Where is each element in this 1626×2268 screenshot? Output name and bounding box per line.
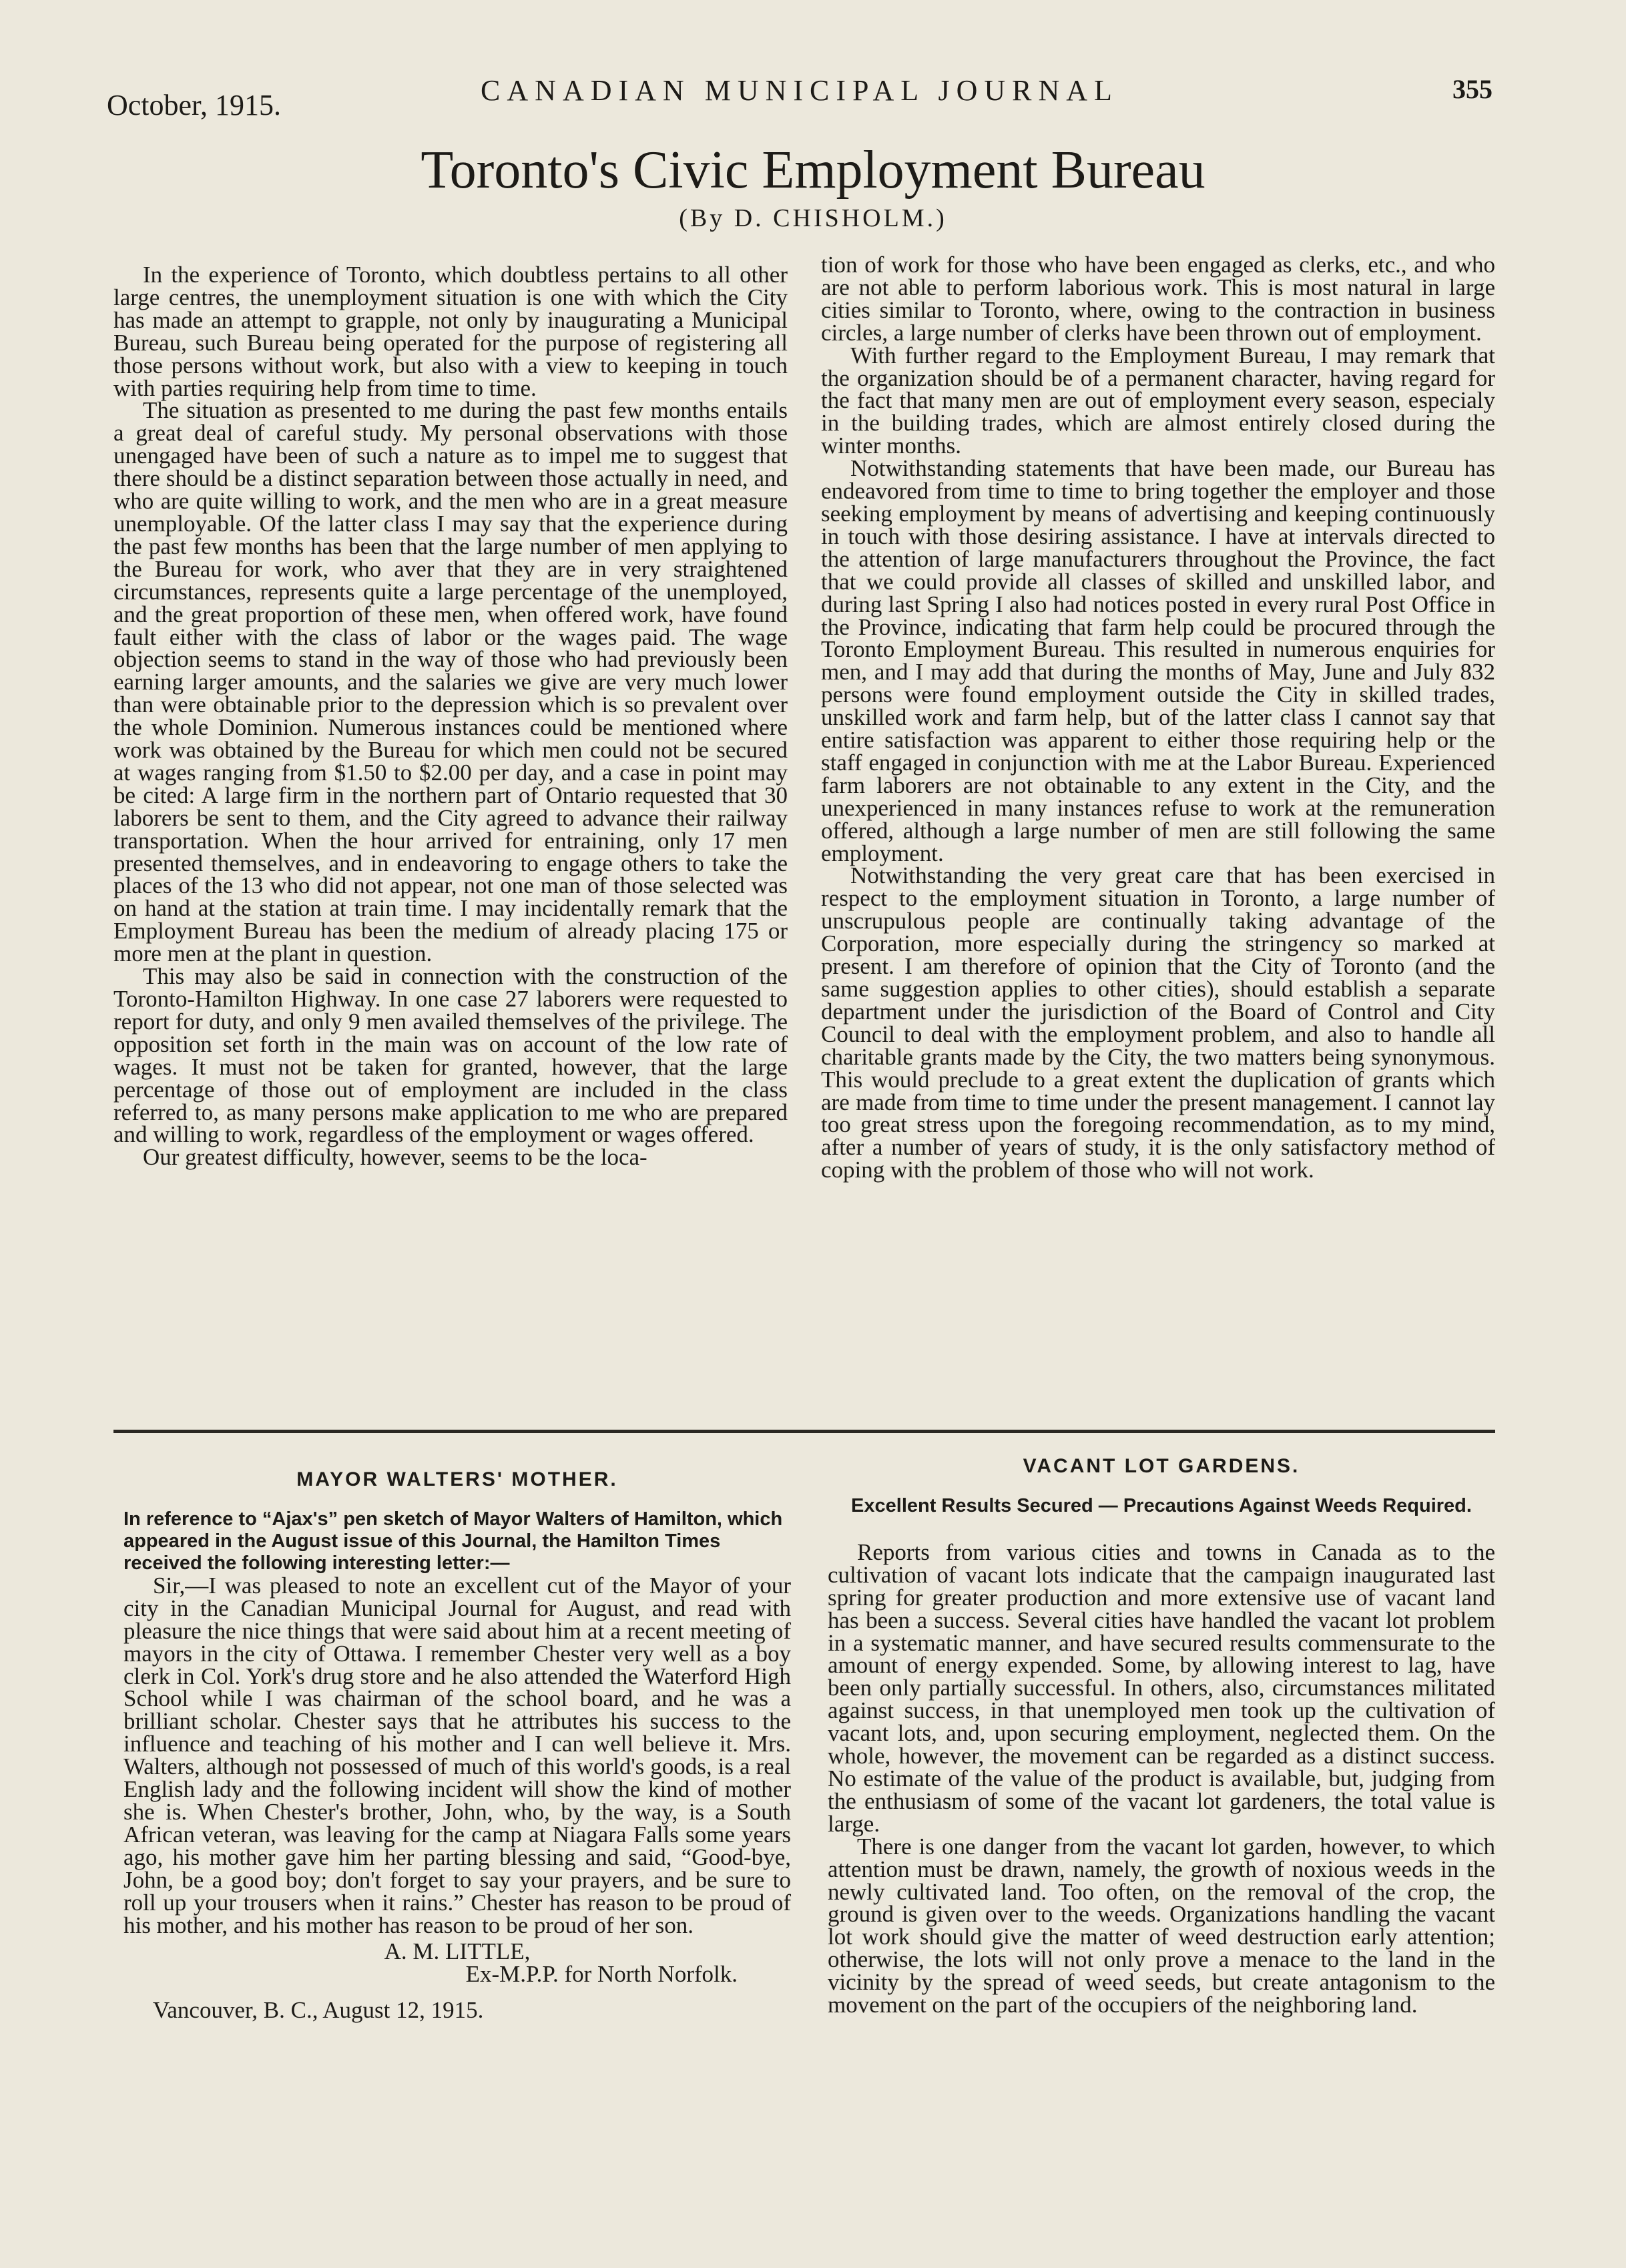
article-paragraph: There is one danger from the vacant lot garden, however, to which attention must be drawn, namely, the growth of noxious weeds in the newly cultivated land. Too often, on the removal of the crop, the ground is given over to the weeds. Organizations handling the vacant lot work should give the matter of weed destruction early attention; otherwise, the lots will not only prove a menace to the land in the vicinity by the spread of weed seeds, but create antagonism to the movement on the part of the occupiers of the neighboring land.: [828, 1833, 1495, 2018]
section-divider: [113, 1430, 1495, 1433]
letter-body: Sir,—I was pleased to note an excellent cut of the Mayor of your city in the Canadian Municipal Journal for August, and read with pleasure the nice things that were said about him at a recent meeting of mayors in the city of Ottawa. I remember Chester very well as a boy clerk in Col. York's drug store and he also attended the Waterford High School while I was chairman of the school board, and he was a brilliant scholar. Chester says that he attributes his success to the influence and teaching of his mother and I can well believe it. Mrs. Walters, although not possessed of much of this world's goods, is a real English lady and the following incident will show the kind of mother she is. When Chester's brother, John, who, by the way, is a South African veteran, was leaving for the camp at Niagara Falls some years ago, his mother gave him her parting blessing and said, “Good-bye, John, be a good boy; don't forget to say your prayers, and be sure to roll up your trousers when it rains.” Chester has reason to be proud of his mother, and his mother has reason to be proud of her son.: [123, 1572, 791, 1938]
section-intro: In reference to “Ajax's” pen sketch of Mayor Walters of Hamilton, which appeared in the August issue of this Journal, the Hamilton Times received the following interesting letter:—: [123, 1508, 783, 1574]
article-paragraph: This may also be said in connection with the construction of the Toronto-Hamilton Highway. In one case 27 laborers were requested to report for duty, and only 9 men availed themselves of the privilege. The opposition set forth in the main was on account of the low rate of wages. It must not be taken for granted, however, that the large percentage of those out of employment are included in the class referred to, as many persons make application to me who are prepared and willing to work, regardless of the employment or wages offered.: [113, 963, 788, 1148]
section-subheading: Excellent Results Secured — Precautions Against Weeds Required.: [851, 1494, 1472, 1516]
vacant-lot-gardens-section: [828, 1455, 1495, 2016]
article-paragraph: Our greatest difficulty, however, seems to be the loca-: [143, 1144, 647, 1171]
signature-name: A. M. LITTLE,: [384, 1938, 531, 1965]
signature-title: Ex-M.P.P. for North Norfolk.: [465, 1961, 738, 1988]
article-column-right: [821, 254, 1495, 1181]
article-column-left: [113, 264, 788, 1169]
journal-name: CANADIAN MUNICIPAL JOURNAL: [481, 74, 1119, 107]
article-paragraph: Notwithstanding statements that have been made, our Bureau has endeavored from time to time to bring together the employer and those seeking employment by means of advertising and keeping continuously in touch with those desiring assistance. I have at intervals directed to the attention of large manufacturers throughout the Province, the fact that we could provide all classes of skilled and unskilled labor, and during last Spring I also had notices posted in every rural Post Office in the Province, indicating that farm help could be procured through the Toronto Employment Bureau. This resulted in numerous enquiries for men, and I may add that during the months of May, June and July 832 persons were found employment outside the City in skilled trades, unskilled work and farm help, but of the latter class I cannot say that entire satisfaction was apparent to either those requiring help or the staff engaged in conjunction with me at the Labor Bureau. Experienced farm laborers are not obtainable to any extent in the City, and the unexperienced in many instances refuse to work at the remuneration offered, although a large number of men are still following the same employment.: [821, 455, 1495, 866]
letter-place-date: Vancouver, B. C., August 12, 1915.: [153, 1997, 484, 2024]
mayor-walters-section: [123, 1468, 791, 2022]
article-paragraph: Notwithstanding the very great care that has been exercised in respect to the employment situation in Toronto, a large number of unscrupulous people are continually taking advantage of the Corporation, more especially during the stringency so marked at present. I am therefore of opinion that the City of Toronto (and the same suggestion applies to other cities), should establish a separate department under the jurisdiction of the Board of Control and City Council to deal with the employment problem, and also to handle all charitable grants made by the City, the two matters being synonymous. This would preclude to a great extent the duplication of grants which are made from time to time under the present management. I cannot lay too great stress upon the foregoing recommendation, as to my mind, after a number of years of study, it is the only satisfactory method of coping with the problem of those who will not work.: [821, 862, 1495, 1183]
article-paragraph: tion of work for those who have been engaged as clerks, etc., and who are not able to perform laborious work. This is most natural in large cities similar to Toronto, where, owing to the contraction in business circles, a large number of clerks have been thrown out of employment.: [821, 252, 1495, 346]
issue-date: October, 1915.: [107, 89, 281, 121]
running-header: [107, 67, 1493, 120]
article-byline: (By D. CHISHOLM.): [679, 204, 947, 232]
article-paragraph: With further regard to the Employment Bureau, I may remark that the organization should be of a permanent character, having regard for the fact that many men are out of employment every season, especialy in the building trades, which are almost entirely closed during the winter months.: [821, 342, 1495, 459]
article-title: Toronto's Civic Employment Bureau: [421, 141, 1205, 200]
article-paragraph: The situation as presented to me during the past few months entails a great deal of careful study. My personal observations with those unengaged have been of such a nature as to impel me to suggest that there should be a distinct separation between those actually in need, and who are quite willing to work, and the men who are in a great measure unemployable. Of the latter class I may say that the experience during the past few months has been that the large number of men applying to the Bureau for work, who aver that they are in very straightened circumstances, represents quite a large percentage of the unemployed, and the great proportion of these men, when offered work, have found fault either with the class of labor or the wages paid. The wage objection seems to stand in the way of those who had previously been earning larger amounts, and the salaries we give are very much lower than were obtainable prior to the depression which is so prevalent over the whole Dominion. Numerous instances could be mentioned where work was obtained by the Bureau for which men could not be secured at wages ranging from $1.50 to $2.00 per day, and a case in point may be cited: A large firm in the northern part of Ontario requested that 30 laborers be sent to them, and the City agreed to advance their railway transportation. When the hour arrived for entraining, only 17 men presented themselves, and in endeavoring to engage others to take the places of the 13 who did not appear, not one man of those selected was on hand at the station at train time. I may incidentally remark that the Employment Bureau has been the medium of already placing 175 or more men at the plant in question.: [113, 397, 788, 967]
article-paragraph: In the experience of Toronto, which doubtless pertains to all other large centres, the unemployment situation is one with which the City has made an attempt to grapple, not only by inaugurating a Municipal Bureau, such Bureau being operated for the purpose of registering all those persons without work, but also with a view to keeping in touch with parties requiring help from time to time.: [113, 262, 788, 401]
section-heading: VACANT LOT GARDENS.: [1023, 1455, 1300, 1477]
page-number: 355: [1452, 74, 1493, 104]
article-paragraph: Reports from various cities and towns in Canada as to the cultivation of vacant lots indicate that the campaign inaugurated last spring for greater production and more extensive use of vacant land has been a success. Several cities have handled the vacant lot problem in a systematic manner, and have secured results commensurate to the amount of energy expended. Some, by allowing interest to lag, have been only partially successful. In others, also, circumstances militated against success, in that unemployed men took up the cultivation of vacant lots, and, upon securing employment, neglected them. On the whole, however, the movement can be regarded as a distinct success. No estimate of the value of the product is available, but, judging from the enthusiasm of some of the vacant lot gardeners, the total value is large.: [828, 1538, 1495, 1837]
section-heading: MAYOR WALTERS' MOTHER.: [296, 1468, 618, 1490]
